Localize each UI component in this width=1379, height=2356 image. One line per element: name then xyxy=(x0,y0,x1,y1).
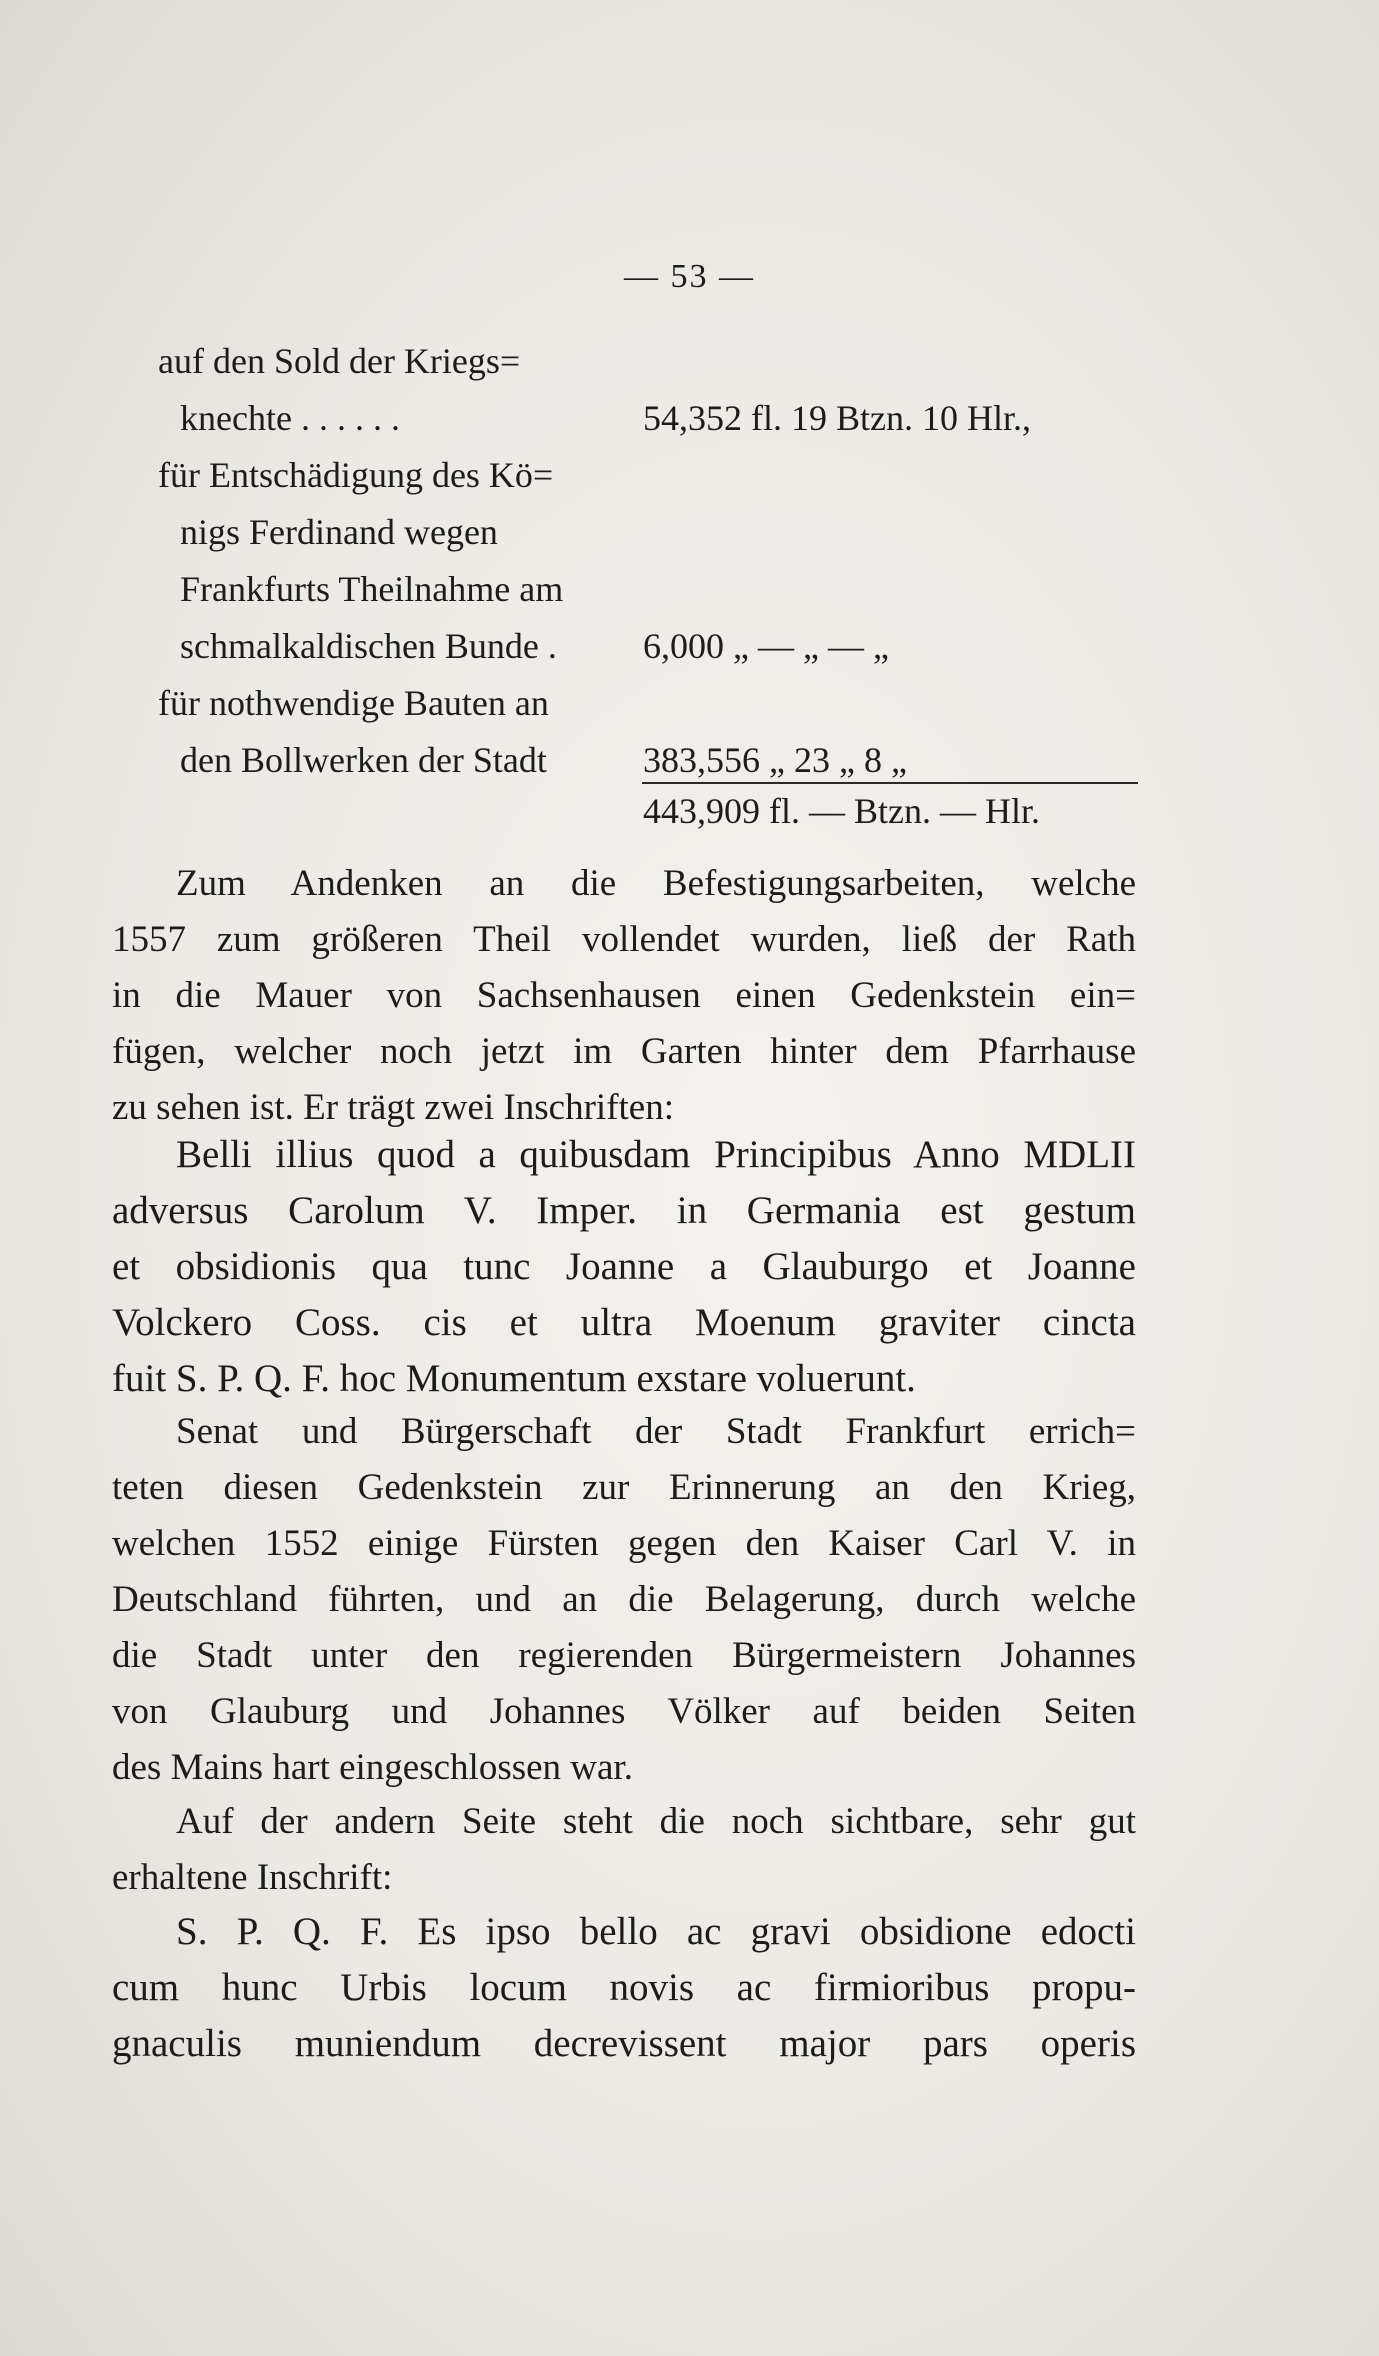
text-line: die Stadt unter den regierenden Bürgermeistern Johannes xyxy=(112,1635,1136,1676)
sum-rule xyxy=(642,782,1138,784)
ledger-description: Frankfurts Theilnahme am xyxy=(180,569,564,609)
text-line: teten diesen Gedenkstein zur Erinnerung an den Krieg, xyxy=(112,1467,1136,1508)
paragraph-other-side xyxy=(112,1794,1136,1906)
text-line: adversus Carolum V. Imper. in Germania est gestum xyxy=(112,1189,1136,1232)
page-number: — 53 — xyxy=(624,258,755,295)
ledger-description: nigs Ferdinand wegen xyxy=(180,512,498,552)
ledger-row xyxy=(158,340,1138,397)
paragraph-translation xyxy=(112,1404,1136,1796)
ledger-description: den Bollwerken der Stadt xyxy=(180,740,547,780)
text-line: et obsidionis qua tunc Joanne a Glauburgo et Joanne xyxy=(112,1245,1136,1288)
ledger-description: für nothwendige Bauten an xyxy=(158,683,549,723)
text-line: Deutschland führten, und an die Belagerung, durch welche xyxy=(112,1579,1136,1620)
ledger-row xyxy=(158,625,1138,682)
ledger-description: auf den Sold der Kriegs= xyxy=(158,341,521,381)
text-line: fügen, welcher noch jetzt im Garten hinter dem Pfarrhause xyxy=(112,1031,1136,1072)
text-line: Auf der andern Seite steht die noch sichtbare, sehr gut xyxy=(176,1801,1136,1842)
text-line: in die Mauer von Sachsenhausen einen Gedenkstein ein= xyxy=(112,975,1136,1016)
text-line: 1557 zum größeren Theil vollendet wurden, ließ der Rath xyxy=(112,919,1136,960)
text-line: des Mains hart eingeschlossen war. xyxy=(112,1747,633,1788)
expense-ledger xyxy=(158,340,1138,831)
ledger-description: für Entschädigung des Kö= xyxy=(158,455,554,495)
latin-inscription-1 xyxy=(112,1127,1136,1407)
ledger-total: 443,909 fl. — Btzn. — Hlr. xyxy=(643,791,1040,831)
ledger-row xyxy=(158,739,1138,796)
ledger-row xyxy=(158,397,1138,454)
text-line: gnaculis muniendum decrevissent major pars operis xyxy=(112,2022,1136,2065)
ledger-row xyxy=(158,682,1138,739)
ledger-row xyxy=(158,454,1138,511)
text-line: welchen 1552 einige Fürsten gegen den Kaiser Carl V. in xyxy=(112,1523,1136,1564)
ledger-row xyxy=(158,511,1138,568)
ledger-description: schmalkaldischen Bunde . xyxy=(180,626,557,666)
text-line: Belli illius quod a quibusdam Principibus Anno MDLII xyxy=(176,1133,1136,1176)
text-line: zu sehen ist. Er trägt zwei Inschriften: xyxy=(112,1087,674,1128)
text-line: fuit S. P. Q. F. hoc Monumentum exstare voluerunt. xyxy=(112,1357,916,1400)
ledger-row xyxy=(158,568,1138,625)
ledger-description: knechte . . . . . . xyxy=(180,398,400,438)
ledger-amount: 383,556 „ 23 „ 8 „ xyxy=(643,740,907,780)
text-line: Volckero Coss. cis et ultra Moenum graviter cincta xyxy=(112,1301,1136,1344)
ledger-amount: 6,000 „ — „ — „ xyxy=(643,626,889,666)
text-line: Zum Andenken an die Befestigungsarbeiten, welche xyxy=(176,863,1136,904)
paragraph-memorial-stone xyxy=(112,856,1136,1136)
ledger-amount: 54,352 fl. 19 Btzn. 10 Hlr., xyxy=(643,398,1031,438)
text-line: erhaltene Inschrift: xyxy=(112,1857,393,1898)
text-line: S. P. Q. F. Es ipso bello ac gravi obsidione edocti xyxy=(176,1910,1136,1953)
latin-inscription-2 xyxy=(112,1904,1136,2072)
text-line: Senat und Bürgerschaft der Stadt Frankfurt errich= xyxy=(176,1411,1136,1452)
text-line: cum hunc Urbis locum novis ac firmioribus propu- xyxy=(112,1966,1136,2009)
text-line: von Glauburg und Johannes Völker auf beiden Seiten xyxy=(112,1691,1136,1732)
